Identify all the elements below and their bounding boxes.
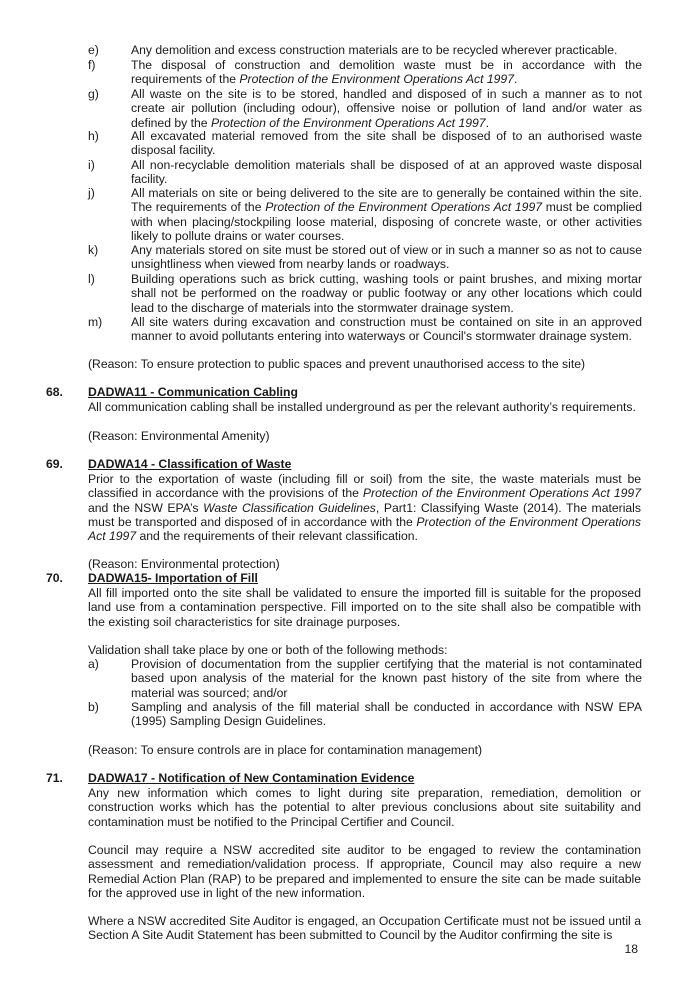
reason-text: (Reason: Environmental protection)	[88, 557, 280, 571]
list-label: e)	[88, 43, 99, 57]
condition-body: All fill imported onto the site shall be validated to ensure the imported fill is suitable for the proposed land use from a contamination perspective. Fill imported on to the site shall also be compatible with the existing soil characteristics for site drainage purposes.	[88, 586, 641, 629]
list-text: The disposal of construction and demolition waste must be in accordance with the requirements of the Protection of the Environment Operations Act 1997.	[131, 58, 642, 87]
list-label: b)	[88, 700, 99, 714]
condition-body: Prior to the exportation of waste (including fill or soil) from the site, the waste materials must be classified in accordance with the provisions of the Protection of the Environment Operations Act 1997 and the NSW EPA’s Waste Classification Guidelines, Part1: Classifying Waste (2014). The materials must be transported and disposed of in accordance with the Protection of the Environment Operations Act 1997 and the requirements of their relevant classification.	[88, 472, 641, 544]
list-label: k)	[88, 243, 99, 257]
condition-intro: Validation shall take place by one or both of the following methods:	[88, 643, 448, 657]
list-text: All site waters during excavation and construction must be contained on site in an approved manner to avoid pollutants entering into waterways or Council's stormwater drainage system.	[131, 315, 642, 344]
condition-heading: DADWA15- Importation of Fill	[88, 571, 258, 585]
condition-body: Council may require a NSW accredited site auditor to be engaged to review the contamination assessment and remediation/validation process. If appropriate, Council may also require a new Remedial Action Plan (RAP) to be prepared and implemented to ensure the site can be made suitable for the approved use in light of the new information.	[88, 843, 641, 900]
reason-text: (Reason: To ensure protection to public spaces and prevent unauthorised access to the site)	[88, 357, 586, 371]
condition-number: 69.	[46, 457, 63, 471]
list-label: m)	[88, 315, 103, 329]
condition-heading: DADWA17 - Notification of New Contamination Evidence	[88, 771, 415, 785]
condition-body: Any new information which comes to light during site preparation, remediation, demolition or construction works which has the potential to alter previous conclusions about site suitability and contamination must be notified to the Principal Certifier and Council.	[88, 786, 641, 829]
list-text: Any materials stored on site must be stored out of view or in such a manner so as not to cause unsightliness when viewed from nearby lands or roadways.	[131, 243, 642, 272]
list-label: g)	[88, 87, 99, 101]
list-text: Any demolition and excess construction materials are to be recycled wherever practicable.	[131, 43, 618, 57]
condition-heading: DADWA14 - Classification of Waste	[88, 457, 292, 471]
list-text: Building operations such as brick cutting, washing tools or paint brushes, and mixing mortar shall not be performed on the roadway or public footway or any other locations which could lead to the discharge of materials into the stormwater drainage system.	[131, 272, 642, 315]
list-label: f)	[88, 58, 96, 72]
reason-text: (Reason: To ensure controls are in place for contamination management)	[88, 743, 483, 757]
list-text: All waste on the site is to be stored, handled and disposed of in such a manner as to not create air pollution (including odour), offensive noise or pollution of land and/or water as defined by the Protection of the Environment Operations Act 1997.	[131, 87, 642, 130]
list-text: Sampling and analysis of the fill material shall be conducted in accordance with NSW EPA (1995) Sampling Design Guidelines.	[131, 700, 642, 729]
condition-number: 68.	[46, 385, 63, 399]
list-label: l)	[88, 272, 95, 286]
condition-number: 71.	[46, 771, 63, 785]
condition-body: Where a NSW accredited Site Auditor is engaged, an Occupation Certificate must not be issued until a Section A Site Audit Statement has been submitted to Council by the Auditor confirming the site is	[88, 914, 641, 943]
list-label: i)	[88, 158, 95, 172]
list-text: All non-recyclable demolition materials shall be disposed of at an approved waste disposal facility.	[131, 158, 642, 187]
list-label: h)	[88, 129, 99, 143]
condition-heading: DADWA11 - Communication Cabling	[88, 385, 298, 399]
list-text: Provision of documentation from the supplier certifying that the material is not contaminated based upon analysis of the material for the known past history of the site from where the material was sourced; and/or	[131, 657, 642, 700]
condition-number: 70.	[46, 571, 63, 585]
list-label: j)	[88, 186, 95, 200]
page-number: 18	[624, 942, 638, 956]
reason-text: (Reason: Environmental Amenity)	[88, 429, 270, 443]
list-text: All materials on site or being delivered to the site are to generally be contained within the site. The requirements of the Protection of the Environment Operations Act 1997 must be complied with when placing/stockpiling loose material, disposing of concrete waste, or other activities likely to pollute drains or water courses.	[131, 186, 642, 243]
list-text: All excavated material removed from the site shall be disposed of to an authorised waste disposal facility.	[131, 129, 642, 158]
list-label: a)	[88, 657, 99, 671]
condition-body: All communication cabling shall be installed underground as per the relevant authority’s requirements.	[88, 400, 636, 414]
